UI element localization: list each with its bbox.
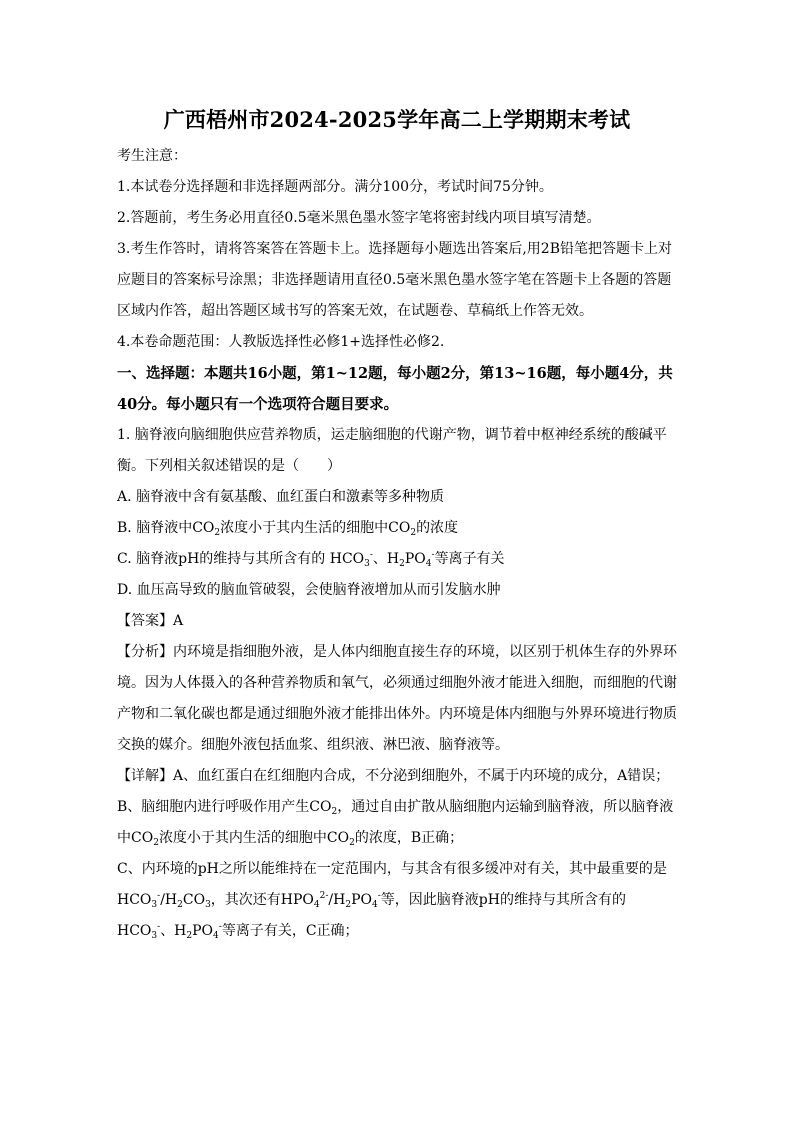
analysis-label: 【分析】	[117, 644, 173, 660]
notice-item-2: 2.答题前，考生务必用直径0.5毫米黑色墨水签字笔将密封线内项目填写清楚。	[117, 210, 601, 226]
content-body	[117, 141, 683, 947]
option-c: C. 脑脊液pH的维持与其所含有的 $HCO_3^-$、$H_2PO_4^-$等离子有关	[117, 550, 505, 569]
option-b: B. 脑脊液中$CO_2$浓度小于其内生活的细胞中$CO_2$的浓度	[117, 520, 459, 538]
detail-b: B、脑细胞内进行呼吸作用产生$CO_2$，通过自由扩散从脑细胞内运输到脑脊液，所以脑脊液中$CO_2$浓度小于其内生活的细胞中$CO_2$的浓度，B正确；	[117, 799, 674, 848]
section-heading: 一、选择题：本题共16小题，第1~12题，每小题2分，第13~16题，每小题4分，共40分。每小题只有一个选项符合题目要求。	[117, 365, 673, 413]
notice-heading: 考生注意：	[117, 148, 187, 164]
notice-item-4: 4.本卷命题范围：人教版选择性必修1+选择性必修2.	[117, 334, 445, 350]
option-a: A. 脑脊液中含有氨基酸、血红蛋白和激素等多种物质	[117, 489, 445, 505]
detail-a: 【详解】A、血红蛋白在红细胞内合成，不分泌到细胞外，不属于内环境的成分，A错误；	[117, 768, 670, 784]
detail-label: 【详解】	[117, 768, 173, 784]
option-d: D. 血压高导致的脑血管破裂，会使脑脊液增加从而引发脑水肿	[117, 582, 501, 598]
page-title: 广西梧州市2024-2025学年高二上学期期末考试	[163, 107, 631, 132]
notice-item-1: 1.本试卷分选择题和非选择题两部分。满分100分，考试时间75分钟。	[117, 179, 553, 195]
question-stem: 1. 脑脊液向脑细胞供应营养物质，运走脑细胞的代谢产物，调节着中枢神经系统的酸碱平衡。下列相关叙述错误的是（ ）	[117, 427, 667, 474]
analysis-paragraph: 【分析】内环境是指细胞外液，是人体内细胞直接生存的环境，以区别于机体生存的外界环境。因为人体摄入的各种营养物质和氧气，必须通过细胞外液才能进入细胞，而细胞的代谢产物和二氧化碳也都是通过细胞外液才能排出体外。内环境是体内细胞与外界环境进行物质交换的媒介。细胞外液包括血浆、组织液、淋巴液、脑脊液等。	[117, 644, 677, 753]
answer-line: 【答案】A	[117, 613, 184, 629]
detail-c: C、内环境的pH之所以能维持在一定范围内，与其含有很多缓冲对有关，其中最重要的是$HCO_3^-/H_2CO_3$，其次还有$HPO_4^{2-}/H_2PO_4^-$等，因此脑脊液pH的维持与其所含有的$HCO_3^-$、$H_2PO_4^-$等离子有关，C正确；	[117, 861, 667, 941]
notice-item-3: 3.考生作答时，请将答案答在答题卡上。选择题每小题选出答案后,用2B铅笔把答题卡上对应题目的答案标号涂黑；非选择题请用直径0.5毫米黑色墨水签字笔在答题卡上各题的答题区域内作答，超出答题区域书写的答案无效，在试题卷、草稿纸上作答无效。	[117, 241, 673, 319]
